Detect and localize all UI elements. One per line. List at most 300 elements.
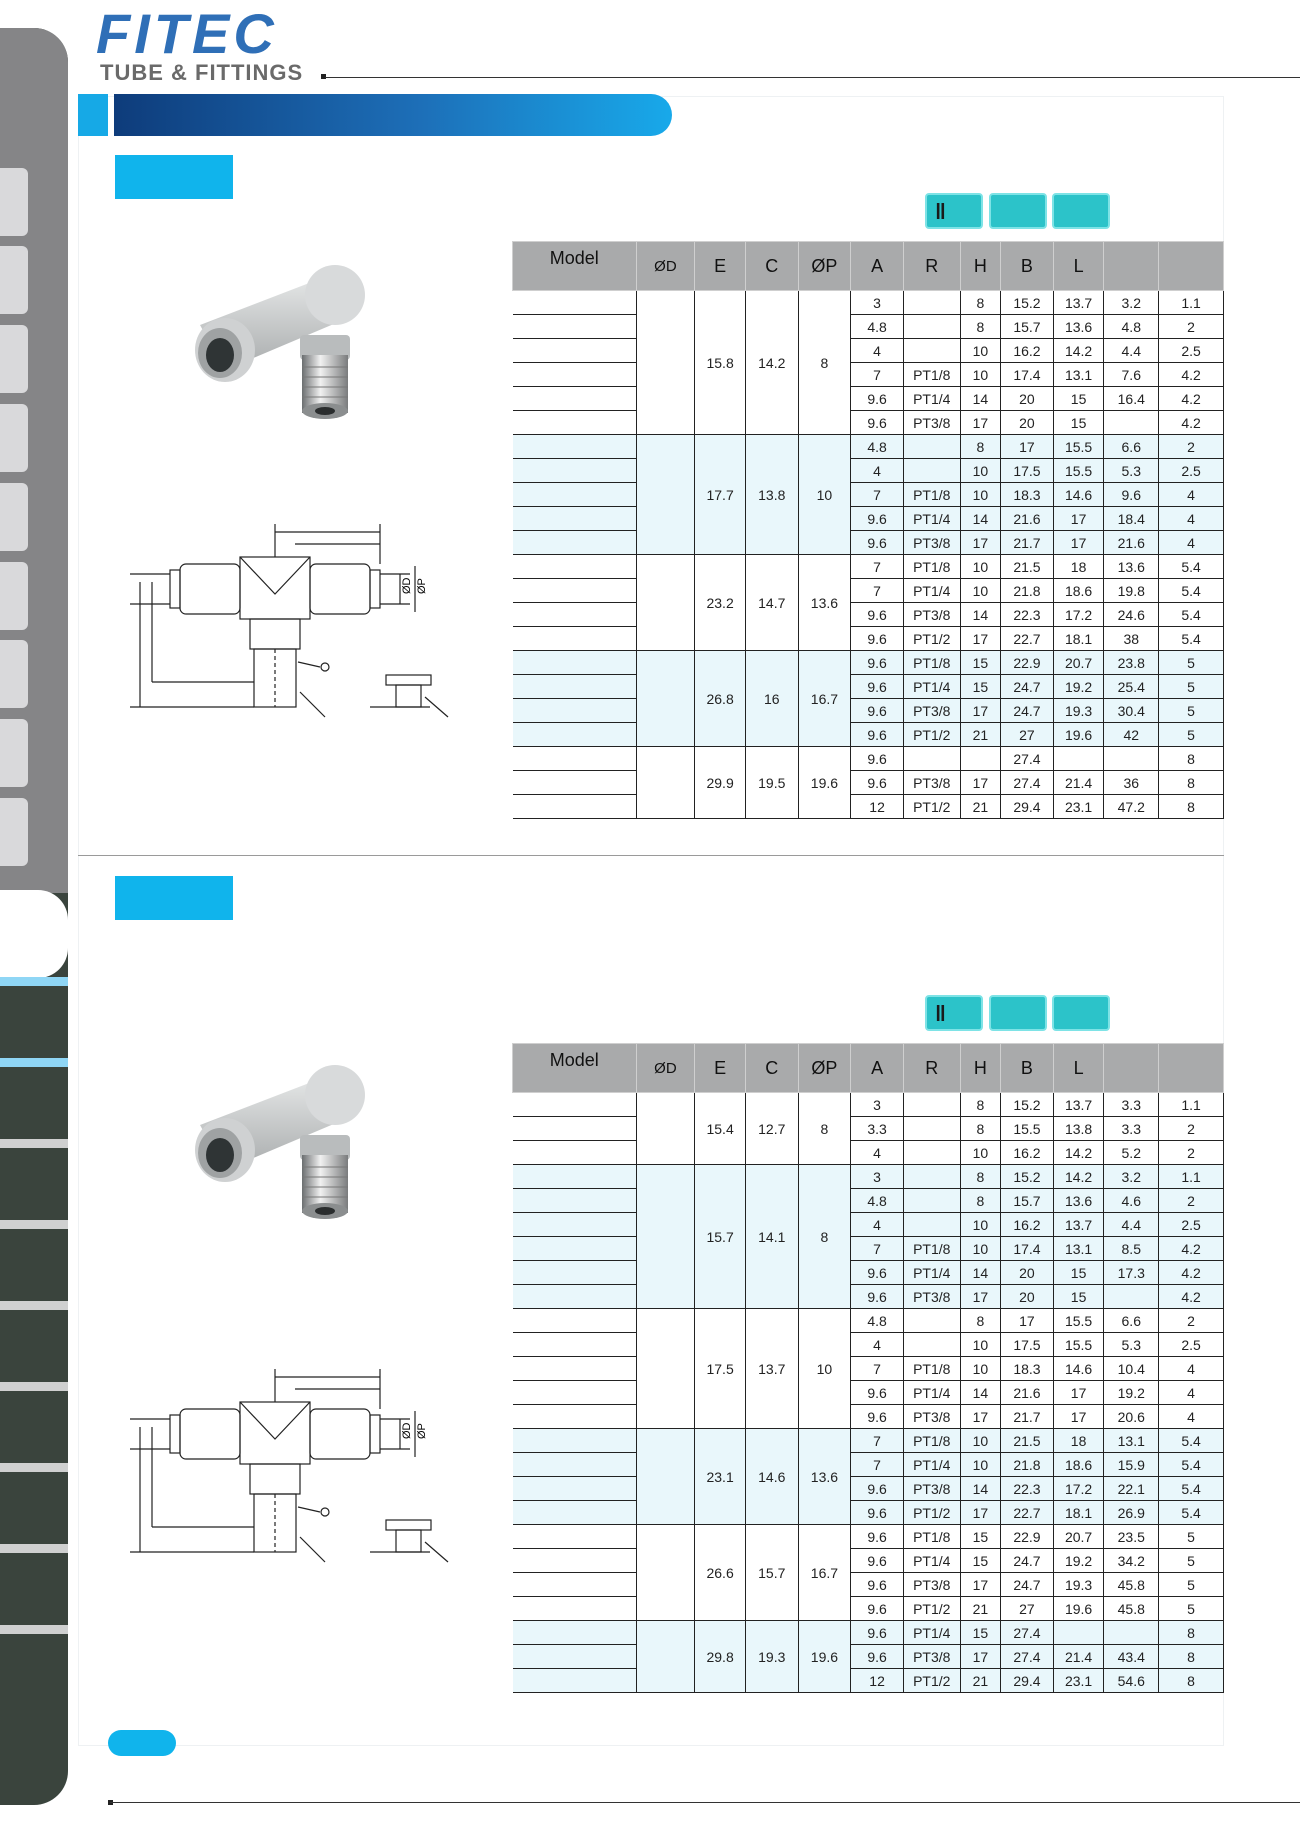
- table-cell: 9.6: [851, 387, 904, 411]
- side-tab-active[interactable]: [0, 890, 68, 978]
- table-cell: 16.2: [1001, 1141, 1054, 1165]
- e-cell: 15.7: [695, 1165, 746, 1309]
- c-cell: 15.7: [745, 1525, 798, 1621]
- table-cell: 21.7: [1001, 531, 1054, 555]
- table-cell: 2: [1159, 435, 1224, 459]
- table-cell: 13.6: [1053, 315, 1104, 339]
- side-divider: [0, 1625, 68, 1634]
- table-row: [513, 699, 1224, 723]
- table-row: [513, 579, 1224, 603]
- model-cell: [513, 1309, 637, 1333]
- table-cell: 13.6: [1053, 1189, 1104, 1213]
- table-cell: 2.5: [1159, 459, 1224, 483]
- table-cell: 17: [960, 627, 1001, 651]
- side-tab[interactable]: [0, 798, 28, 866]
- table-row: [513, 411, 1224, 435]
- side-tab[interactable]: [0, 719, 28, 787]
- side-tab[interactable]: [0, 483, 28, 551]
- table-row: [513, 339, 1224, 363]
- table-cell: 24.7: [1001, 1549, 1054, 1573]
- table-row: [513, 1549, 1224, 1573]
- table-cell: 20.7: [1053, 1525, 1104, 1549]
- table-cell: 14.2: [1053, 1165, 1104, 1189]
- column-header: ØD: [636, 1044, 695, 1093]
- table-cell: 21.4: [1053, 771, 1104, 795]
- table-cell: 4: [1159, 1405, 1224, 1429]
- table-cell: 10: [960, 1357, 1001, 1381]
- table-row: [513, 1573, 1224, 1597]
- technical-drawing: [130, 1367, 450, 1567]
- e-cell: 23.1: [695, 1429, 746, 1525]
- table-cell: 16.4: [1104, 387, 1159, 411]
- table-cell: 5.4: [1159, 603, 1224, 627]
- table-cell: 22.3: [1001, 1477, 1054, 1501]
- table-cell: PT1/4: [903, 1453, 960, 1477]
- table-cell: 10: [960, 1333, 1001, 1357]
- section-label-1: [115, 155, 233, 199]
- table-cell: 22.9: [1001, 651, 1054, 675]
- model-cell: [513, 1261, 637, 1285]
- table-cell: 14.2: [1053, 1141, 1104, 1165]
- table-cell: [903, 435, 960, 459]
- table-cell: 4.8: [1104, 315, 1159, 339]
- table-cell: 10.4: [1104, 1357, 1159, 1381]
- table-row: [513, 531, 1224, 555]
- p-cell: 16.7: [798, 1525, 851, 1621]
- table-cell: 9.6: [851, 1381, 904, 1405]
- table-cell: 15.5: [1053, 435, 1104, 459]
- table-cell: 8: [960, 1093, 1001, 1117]
- table-cell: 21.8: [1001, 579, 1054, 603]
- table-cell: PT1/8: [903, 1237, 960, 1261]
- table-cell: 15: [960, 1525, 1001, 1549]
- side-tab[interactable]: [0, 246, 28, 314]
- table-cell: PT1/4: [903, 507, 960, 531]
- table-cell: 24.7: [1001, 675, 1054, 699]
- table-cell: 21: [960, 723, 1001, 747]
- table-cell: 19.2: [1053, 1549, 1104, 1573]
- table-cell: PT1/2: [903, 627, 960, 651]
- table-cell: 47.2: [1104, 795, 1159, 819]
- table-cell: 17: [960, 411, 1001, 435]
- table-cell: 22.7: [1001, 627, 1054, 651]
- table-cell: 21.8: [1001, 1453, 1054, 1477]
- table-cell: 14.6: [1053, 483, 1104, 507]
- table-cell: 27.4: [1001, 1645, 1054, 1669]
- table-cell: 18.1: [1053, 1501, 1104, 1525]
- column-header: [1104, 1044, 1159, 1093]
- table-cell: PT1/4: [903, 387, 960, 411]
- table-cell: PT1/2: [903, 795, 960, 819]
- table-cell: 54.6: [1104, 1669, 1159, 1693]
- table-cell: 4.8: [851, 315, 904, 339]
- model-cell: [513, 291, 637, 315]
- model-cell: [513, 531, 637, 555]
- table-cell: 21.6: [1001, 1381, 1054, 1405]
- table-cell: [903, 315, 960, 339]
- table-cell: 13.6: [1104, 555, 1159, 579]
- table-row: [513, 1621, 1224, 1645]
- table-cell: 9.6: [851, 1645, 904, 1669]
- table-row: [513, 1141, 1224, 1165]
- table-cell: 14: [960, 603, 1001, 627]
- table-cell: 8: [1159, 1669, 1224, 1693]
- side-divider: [0, 1139, 68, 1148]
- table-cell: 13.8: [1053, 1117, 1104, 1141]
- table-cell: 13.1: [1053, 363, 1104, 387]
- option-pill-2[interactable]: [989, 193, 1047, 229]
- table-cell: 7: [851, 1357, 904, 1381]
- column-header: A: [851, 242, 904, 291]
- table-cell: 30.4: [1104, 699, 1159, 723]
- p-cell: 19.6: [798, 747, 851, 819]
- table-cell: 14: [960, 507, 1001, 531]
- table-cell: 9.6: [851, 507, 904, 531]
- table-row: [513, 1429, 1224, 1453]
- table-cell: 13.1: [1104, 1429, 1159, 1453]
- table-cell: 9.6: [1104, 483, 1159, 507]
- side-tab[interactable]: [0, 640, 28, 708]
- table-row: [513, 1597, 1224, 1621]
- model-cell: [513, 723, 637, 747]
- table-cell: [1104, 747, 1159, 771]
- table-cell: 8: [960, 435, 1001, 459]
- table-cell: 22.7: [1001, 1501, 1054, 1525]
- c-cell: 14.2: [745, 291, 798, 435]
- table-cell: 5: [1159, 1549, 1224, 1573]
- table-cell: 15.2: [1001, 1093, 1054, 1117]
- table-cell: 27: [1001, 1597, 1054, 1621]
- table-cell: 8: [1159, 1621, 1224, 1645]
- table-cell: 14.2: [1053, 339, 1104, 363]
- table-cell: 23.1: [1053, 795, 1104, 819]
- table-cell: 9.6: [851, 1285, 904, 1309]
- column-header: [1159, 1044, 1224, 1093]
- table-cell: 45.8: [1104, 1573, 1159, 1597]
- od-cell: [636, 1309, 695, 1429]
- table-cell: [903, 1093, 960, 1117]
- table-cell: 14: [960, 1381, 1001, 1405]
- model-cell: [513, 1621, 637, 1645]
- table-row: [513, 1381, 1224, 1405]
- table-cell: 15: [960, 675, 1001, 699]
- table-cell: 9.6: [851, 411, 904, 435]
- table-cell: 19.2: [1104, 1381, 1159, 1405]
- option-pill-1[interactable]: ‖: [925, 193, 983, 229]
- table-cell: PT1/2: [903, 1597, 960, 1621]
- model-cell: [513, 747, 637, 771]
- table-row: [513, 1645, 1224, 1669]
- side-index-strip: [0, 28, 68, 1805]
- table-row: [513, 315, 1224, 339]
- side-tab[interactable]: [0, 325, 28, 393]
- table-cell: 17.2: [1053, 603, 1104, 627]
- table-cell: [903, 1189, 960, 1213]
- table-cell: 22.1: [1104, 1477, 1159, 1501]
- model-cell: [513, 1333, 637, 1357]
- table-cell: 21.5: [1001, 555, 1054, 579]
- table-row: [513, 1525, 1224, 1549]
- table-cell: 10: [960, 555, 1001, 579]
- side-tab[interactable]: [0, 168, 28, 236]
- column-header: L: [1053, 1044, 1104, 1093]
- table-cell: 20: [1001, 387, 1054, 411]
- table-cell: 20: [1001, 1261, 1054, 1285]
- table-cell: 26.9: [1104, 1501, 1159, 1525]
- side-divider: [0, 1382, 68, 1391]
- svg-text:ØD: ØD: [401, 1422, 413, 1439]
- table-cell: 15: [1053, 1261, 1104, 1285]
- table-cell: 17: [1001, 435, 1054, 459]
- table-row: [513, 747, 1224, 771]
- model-cell: [513, 459, 637, 483]
- table-cell: 15: [960, 651, 1001, 675]
- model-cell: [513, 1357, 637, 1381]
- model-cell: [513, 363, 637, 387]
- model-cell: [513, 1429, 637, 1453]
- table-cell: 18: [1053, 555, 1104, 579]
- table-cell: PT3/8: [903, 411, 960, 435]
- model-cell: [513, 1453, 637, 1477]
- table-cell: 24.7: [1001, 1573, 1054, 1597]
- table-cell: 4.8: [851, 435, 904, 459]
- table-cell: 21: [960, 1669, 1001, 1693]
- table-cell: 15.7: [1001, 1189, 1054, 1213]
- side-divider: [0, 1463, 68, 1472]
- table-cell: [903, 1165, 960, 1189]
- c-cell: 12.7: [745, 1093, 798, 1165]
- table-cell: 15.5: [1053, 459, 1104, 483]
- table-row: [513, 483, 1224, 507]
- table-cell: 15.7: [1001, 315, 1054, 339]
- brand-logo: FITEC: [96, 2, 278, 65]
- table-cell: 14: [960, 1477, 1001, 1501]
- table-cell: 4: [1159, 483, 1224, 507]
- column-header: C: [745, 242, 798, 291]
- table-cell: 23.1: [1053, 1669, 1104, 1693]
- table-cell: 7: [851, 1237, 904, 1261]
- e-cell: 29.8: [695, 1621, 746, 1693]
- table-cell: 4.6: [1104, 1189, 1159, 1213]
- table-cell: 9.6: [851, 1573, 904, 1597]
- table-cell: 12: [851, 1669, 904, 1693]
- table-cell: 3: [851, 1165, 904, 1189]
- table-cell: 15.2: [1001, 1165, 1054, 1189]
- table-cell: 13.7: [1053, 291, 1104, 315]
- table-cell: 24.7: [1001, 699, 1054, 723]
- table-cell: 21.6: [1104, 531, 1159, 555]
- e-cell: 15.4: [695, 1093, 746, 1165]
- table-cell: 15: [960, 1621, 1001, 1645]
- side-tab[interactable]: [0, 562, 28, 630]
- table-cell: 22.3: [1001, 603, 1054, 627]
- table-cell: 8: [1159, 771, 1224, 795]
- table-cell: 13.1: [1053, 1237, 1104, 1261]
- table-cell: 9.6: [851, 699, 904, 723]
- table-row: [513, 1477, 1224, 1501]
- table-cell: 1.1: [1159, 1093, 1224, 1117]
- side-divider: [0, 1220, 68, 1229]
- table-cell: 9.6: [851, 1477, 904, 1501]
- table-cell: 21: [960, 795, 1001, 819]
- table-cell: [1104, 1285, 1159, 1309]
- table-row: [513, 1453, 1224, 1477]
- table-cell: PT1/4: [903, 1261, 960, 1285]
- svg-text:ØD: ØD: [401, 577, 413, 594]
- table-cell: 18.3: [1001, 1357, 1054, 1381]
- table-cell: PT3/8: [903, 1573, 960, 1597]
- table-cell: 17.2: [1053, 1477, 1104, 1501]
- table-cell: 20.6: [1104, 1405, 1159, 1429]
- technical-drawing: [130, 522, 450, 722]
- table-cell: 14.6: [1053, 1357, 1104, 1381]
- section-divider: [78, 855, 1224, 856]
- table-cell: 2: [1159, 1141, 1224, 1165]
- spec-table-2: [512, 1043, 1224, 1693]
- table-cell: 22.9: [1001, 1525, 1054, 1549]
- table-cell: 16.2: [1001, 1213, 1054, 1237]
- table-cell: 15: [960, 1549, 1001, 1573]
- table-cell: 15.2: [1001, 291, 1054, 315]
- table-cell: 4.2: [1159, 363, 1224, 387]
- p-cell: 19.6: [798, 1621, 851, 1693]
- table-row: [513, 1333, 1224, 1357]
- table-cell: 19.8: [1104, 579, 1159, 603]
- table-cell: 8: [1159, 747, 1224, 771]
- table-cell: 18.3: [1001, 483, 1054, 507]
- table-cell: 9.6: [851, 531, 904, 555]
- table-cell: 10: [960, 1237, 1001, 1261]
- od-cell: [636, 1525, 695, 1621]
- p-cell: 8: [798, 291, 851, 435]
- table-cell: 10: [960, 1429, 1001, 1453]
- c-cell: 14.7: [745, 555, 798, 651]
- table-cell: 17: [960, 1501, 1001, 1525]
- table-cell: 13.7: [1053, 1093, 1104, 1117]
- side-tab[interactable]: [0, 404, 28, 472]
- table-cell: 3.3: [1104, 1117, 1159, 1141]
- c-cell: 13.7: [745, 1309, 798, 1429]
- table-row: [513, 1309, 1224, 1333]
- table-cell: 21: [960, 1597, 1001, 1621]
- table-row: [513, 771, 1224, 795]
- e-cell: 26.8: [695, 651, 746, 747]
- table-cell: 27.4: [1001, 747, 1054, 771]
- table-cell: 21.7: [1001, 1405, 1054, 1429]
- table-cell: 4.8: [851, 1309, 904, 1333]
- table-cell: 7: [851, 483, 904, 507]
- table-cell: 3.3: [851, 1117, 904, 1141]
- table-cell: 14: [960, 387, 1001, 411]
- table-cell: PT1/4: [903, 1621, 960, 1645]
- table-cell: 4.2: [1159, 411, 1224, 435]
- od-cell: [636, 1093, 695, 1165]
- column-header: C: [745, 1044, 798, 1093]
- table-cell: 38: [1104, 627, 1159, 651]
- table-cell: PT3/8: [903, 1645, 960, 1669]
- c-cell: 19.5: [745, 747, 798, 819]
- table-row: [513, 387, 1224, 411]
- table-cell: [903, 1117, 960, 1141]
- table-cell: [1104, 1621, 1159, 1645]
- table-cell: 9.6: [851, 1405, 904, 1429]
- table-cell: PT3/8: [903, 1405, 960, 1429]
- model-cell: [513, 795, 637, 819]
- p-cell: 16.7: [798, 651, 851, 747]
- e-cell: 29.9: [695, 747, 746, 819]
- table-row: [513, 723, 1224, 747]
- table-cell: 17: [960, 531, 1001, 555]
- section-label-2: [115, 876, 233, 920]
- p-cell: 8: [798, 1165, 851, 1309]
- table-cell: 16.2: [1001, 339, 1054, 363]
- od-cell: [636, 651, 695, 747]
- table-row: [513, 459, 1224, 483]
- table-cell: 1.1: [1159, 291, 1224, 315]
- table-row: [513, 675, 1224, 699]
- od-cell: [636, 435, 695, 555]
- table-cell: 4.8: [851, 1189, 904, 1213]
- model-cell: [513, 1501, 637, 1525]
- header-rule: [325, 77, 1300, 78]
- table-cell: 8: [960, 1165, 1001, 1189]
- table-cell: 8: [1159, 1645, 1224, 1669]
- table-cell: 8: [960, 315, 1001, 339]
- table-cell: [1053, 1621, 1104, 1645]
- option-pill-1[interactable]: ‖: [925, 995, 983, 1031]
- table-cell: 19.6: [1053, 1597, 1104, 1621]
- table-cell: 8: [960, 291, 1001, 315]
- table-cell: 10: [960, 483, 1001, 507]
- table-cell: 15: [1053, 1285, 1104, 1309]
- table-cell: 10: [960, 1453, 1001, 1477]
- table-cell: PT1/4: [903, 675, 960, 699]
- table-row: [513, 1117, 1224, 1141]
- table-cell: 4: [851, 1333, 904, 1357]
- table-cell: 3: [851, 291, 904, 315]
- option-pill-3[interactable]: [1052, 193, 1110, 229]
- model-cell: [513, 1285, 637, 1309]
- table-cell: 9.6: [851, 771, 904, 795]
- table-row: [513, 1357, 1224, 1381]
- table-row: [513, 435, 1224, 459]
- table-cell: 36: [1104, 771, 1159, 795]
- option-pill-2[interactable]: [989, 995, 1047, 1031]
- table-cell: 5: [1159, 651, 1224, 675]
- e-cell: 17.7: [695, 435, 746, 555]
- table-row: [513, 1165, 1224, 1189]
- option-pill-3[interactable]: [1052, 995, 1110, 1031]
- e-cell: 23.2: [695, 555, 746, 651]
- model-cell: [513, 1381, 637, 1405]
- table-cell: 15.5: [1001, 1117, 1054, 1141]
- table-cell: 7.6: [1104, 363, 1159, 387]
- table-cell: 15: [1053, 411, 1104, 435]
- table-cell: 5: [1159, 675, 1224, 699]
- table-cell: 9.6: [851, 1549, 904, 1573]
- table-cell: 9.6: [851, 723, 904, 747]
- table-cell: 25.4: [1104, 675, 1159, 699]
- table-cell: 17: [1001, 1309, 1054, 1333]
- table-cell: 4.4: [1104, 339, 1159, 363]
- table-cell: 7: [851, 363, 904, 387]
- table-cell: PT1/8: [903, 1525, 960, 1549]
- model-cell: [513, 483, 637, 507]
- table-cell: PT3/8: [903, 699, 960, 723]
- table-row: [513, 1213, 1224, 1237]
- table-cell: 20.7: [1053, 651, 1104, 675]
- table-cell: 2.5: [1159, 1333, 1224, 1357]
